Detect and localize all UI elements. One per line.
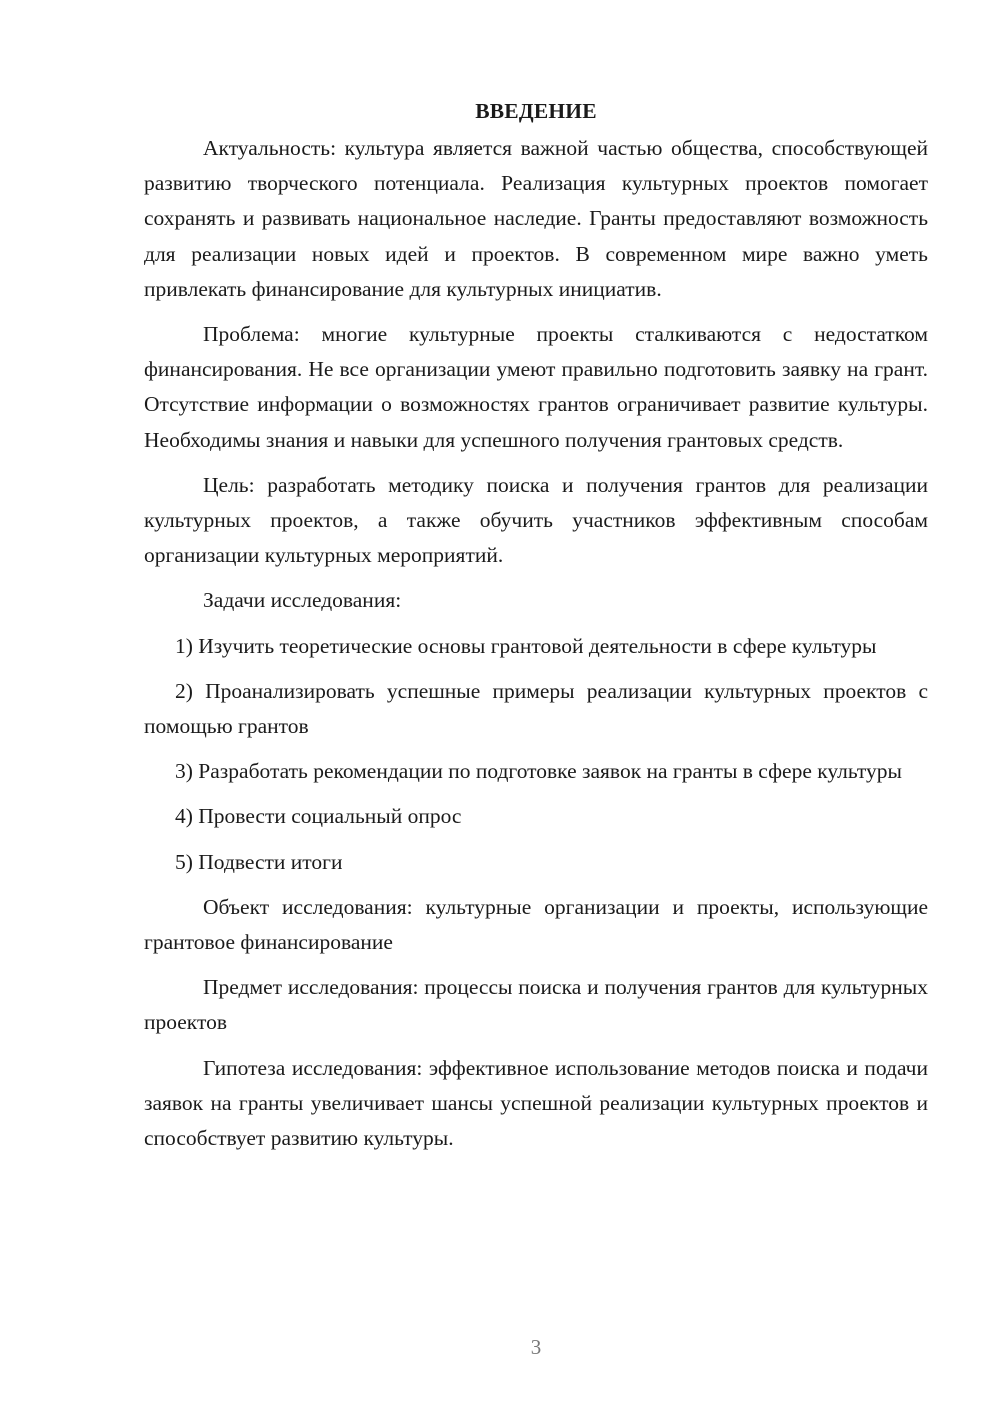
page-number: 3 [530,1335,542,1359]
tasks-heading: Задачи исследования: [203,588,402,613]
tasks-list [144,629,928,880]
section-title: ВВЕДЕНИЕ [475,99,597,123]
task-item-2: 2) Проанализировать успешные примеры реализации культурных проектов с помощью грантов [144,678,928,739]
object-paragraph: Объект исследования: культурные организации и проекты, использующие грантовое финансирование [144,894,928,955]
task-item-1: 1) Изучить теоретические основы грантовой деятельности в сфере культуры [175,633,877,658]
subject-paragraph: Предмет исследования: процессы поиска и получения грантов для культурных проектов [144,975,928,1035]
hypothesis-paragraph: Гипотеза исследования: эффективное использование методов поиска и подачи заявок на гранты увеличивает шансы успешной реализации культурных проектов и способствует развитию культуры. [144,1055,928,1151]
goal-paragraph: Цель: разработать методику поиска и получения грантов для реализации культурных проектов, а также обучить участников эффективным способам организации культурных мероприятий. [144,472,928,568]
problem-paragraph: Проблема: многие культурные проекты сталкиваются с недостатком финансирования. Не все организации умеют правильно подготовить заявку на грант. Отсутствие информации о возможностях грантов ограничивает развитие культуры. Необходимы знания и навыки для успешного получения грантовых средств. [144,322,928,452]
task-item-3: 3) Разработать рекомендации по подготовке заявок на гранты в сфере культуры [175,759,902,784]
relevance-paragraph: Актуальность: культура является важной частью общества, способствующей развитию творческого потенциала. Реализация культурных проектов помогает сохранять и развивать национальное наследие. Гранты предоставляют возможность для реализации новых идей и проектов. В современном мире важно уметь привлекать финансирование для культурных инициатив. [144,136,928,301]
task-item-4: 4) Провести социальный опрос [175,804,462,829]
document-page [144,94,928,1166]
task-item-5: 5) Подвести итоги [175,849,343,874]
